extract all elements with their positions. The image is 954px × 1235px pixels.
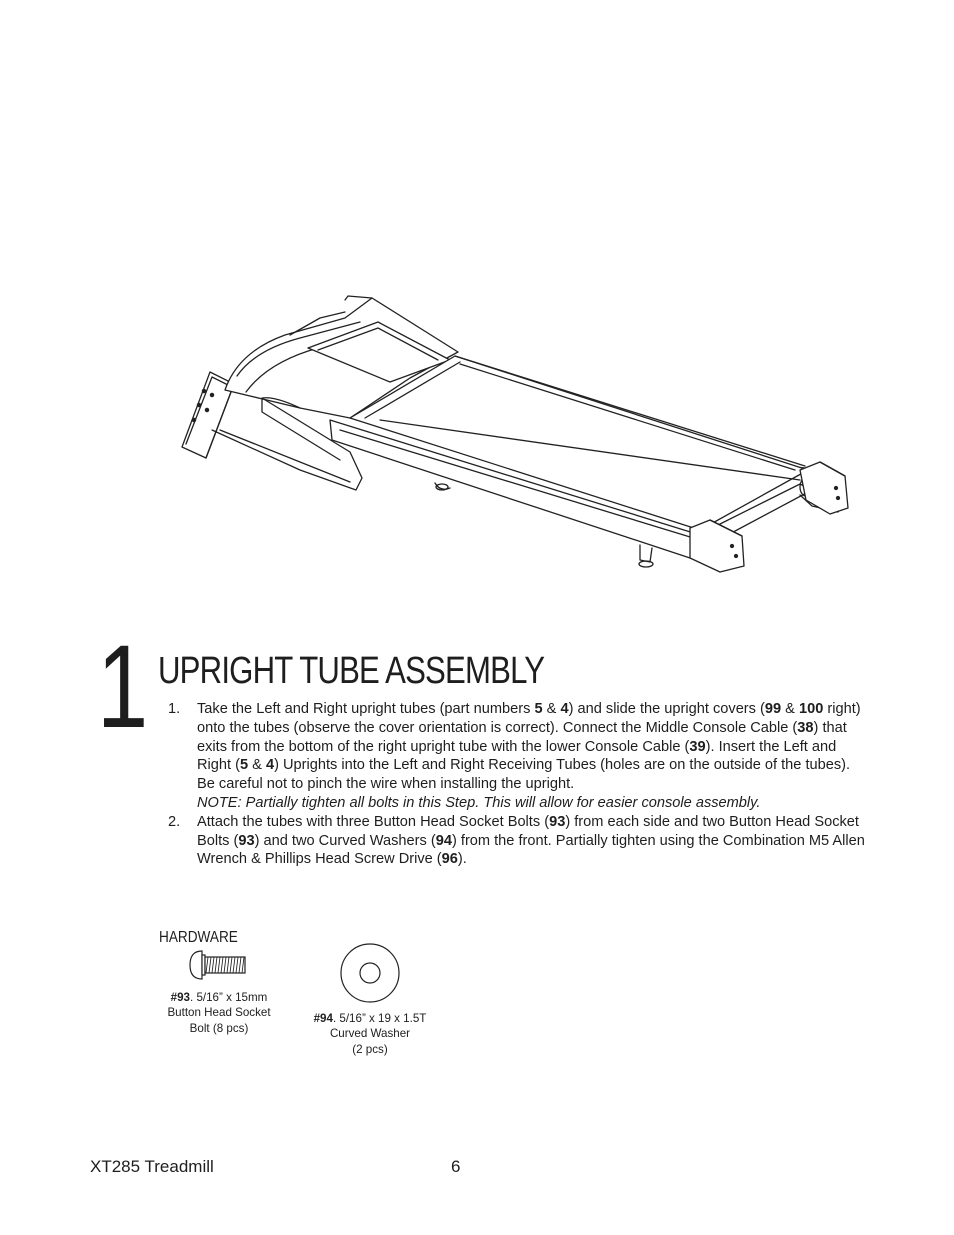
bolt-icon bbox=[188, 945, 250, 985]
instruction-list bbox=[168, 700, 868, 869]
instruction-segment: right) onto the tubes (observe the cover orientation is correct). Connect the Middle Console Cable ( bbox=[197, 701, 861, 736]
hardware-title: HARDWARE bbox=[159, 929, 238, 946]
hardware-caption-line2: Button Head Socket bbox=[167, 1006, 271, 1019]
instruction-segment: & bbox=[781, 701, 799, 717]
hardware-item-bolt bbox=[155, 945, 283, 1036]
part-number: 93 bbox=[549, 813, 566, 830]
instruction-segment: ) from the front. Partially tighten using the Combination M5 Allen Wrench & Phillips Head Screw Drive ( bbox=[197, 832, 865, 868]
part-number: 96 bbox=[441, 851, 458, 868]
instruction-segment: ). Insert the Left and Right ( bbox=[197, 738, 837, 774]
hardware-caption-line3: Bolt (8 pcs) bbox=[189, 1021, 249, 1035]
washer-icon bbox=[338, 940, 402, 1006]
part-number: 5 bbox=[534, 701, 543, 717]
hardware-caption-line1: #94. 5/16” x 19 x 1.5T bbox=[313, 1011, 427, 1025]
part-number: 38 bbox=[797, 719, 814, 736]
part-number: 39 bbox=[689, 738, 706, 755]
part-number: 99 bbox=[764, 701, 782, 717]
instruction-text bbox=[197, 814, 865, 868]
instruction-segment: ) from each side and two Button Head Socket Bolts ( bbox=[197, 813, 859, 849]
step-number: 1 bbox=[97, 621, 149, 753]
instruction-note: NOTE: Partially tighten all bolts in this Step. This will allow for easier console assembly. bbox=[197, 794, 761, 811]
part-number: 93 bbox=[238, 832, 255, 849]
part-number: 4 bbox=[265, 757, 275, 774]
hardware-item-washer bbox=[300, 940, 440, 1057]
instruction-segment: ). bbox=[457, 851, 467, 868]
instruction-segment: Take the Left and Right upright tubes (part numbers bbox=[197, 701, 535, 717]
instruction-segment: & bbox=[542, 701, 561, 717]
instruction-segment: Attach the tubes with three Button Head Socket Bolts ( bbox=[197, 813, 550, 830]
instruction-segment: ) and two Curved Washers ( bbox=[254, 832, 436, 849]
treadmill-illustration bbox=[175, 290, 865, 580]
instruction-segment: ) Uprights into the Left and Right Receiving Tubes (holes are on the outside of the tubes). Be careful not to pinch the wire when installing the upright. bbox=[197, 757, 851, 793]
instruction-segment: ) and slide the upright covers ( bbox=[568, 701, 765, 717]
hardware-caption-line2: Curved Washer bbox=[329, 1027, 411, 1040]
section-title: UPRIGHT TUBE ASSEMBLY bbox=[158, 650, 545, 692]
part-number: 100 bbox=[798, 701, 824, 717]
instruction-item bbox=[168, 700, 868, 813]
hardware-caption-line1: #93. 5/16” x 15mm bbox=[170, 990, 268, 1004]
instruction-number: 2. bbox=[168, 813, 181, 830]
part-number: 4 bbox=[560, 701, 569, 717]
part-number: 5 bbox=[239, 757, 249, 774]
instruction-text bbox=[197, 701, 861, 792]
footer-product-name: XT285 Treadmill bbox=[90, 1157, 214, 1176]
instruction-number: 1. bbox=[168, 701, 181, 717]
instruction-segment: & bbox=[248, 757, 266, 774]
instruction-segment: ) that exits from the bottom of the right upright tube with the lower Console Cable ( bbox=[197, 719, 847, 755]
instruction-item bbox=[168, 813, 868, 869]
hardware-caption-line3: (2 pcs) bbox=[352, 1042, 388, 1056]
footer-page-number: 6 bbox=[451, 1157, 461, 1176]
part-number: 94 bbox=[435, 832, 452, 849]
